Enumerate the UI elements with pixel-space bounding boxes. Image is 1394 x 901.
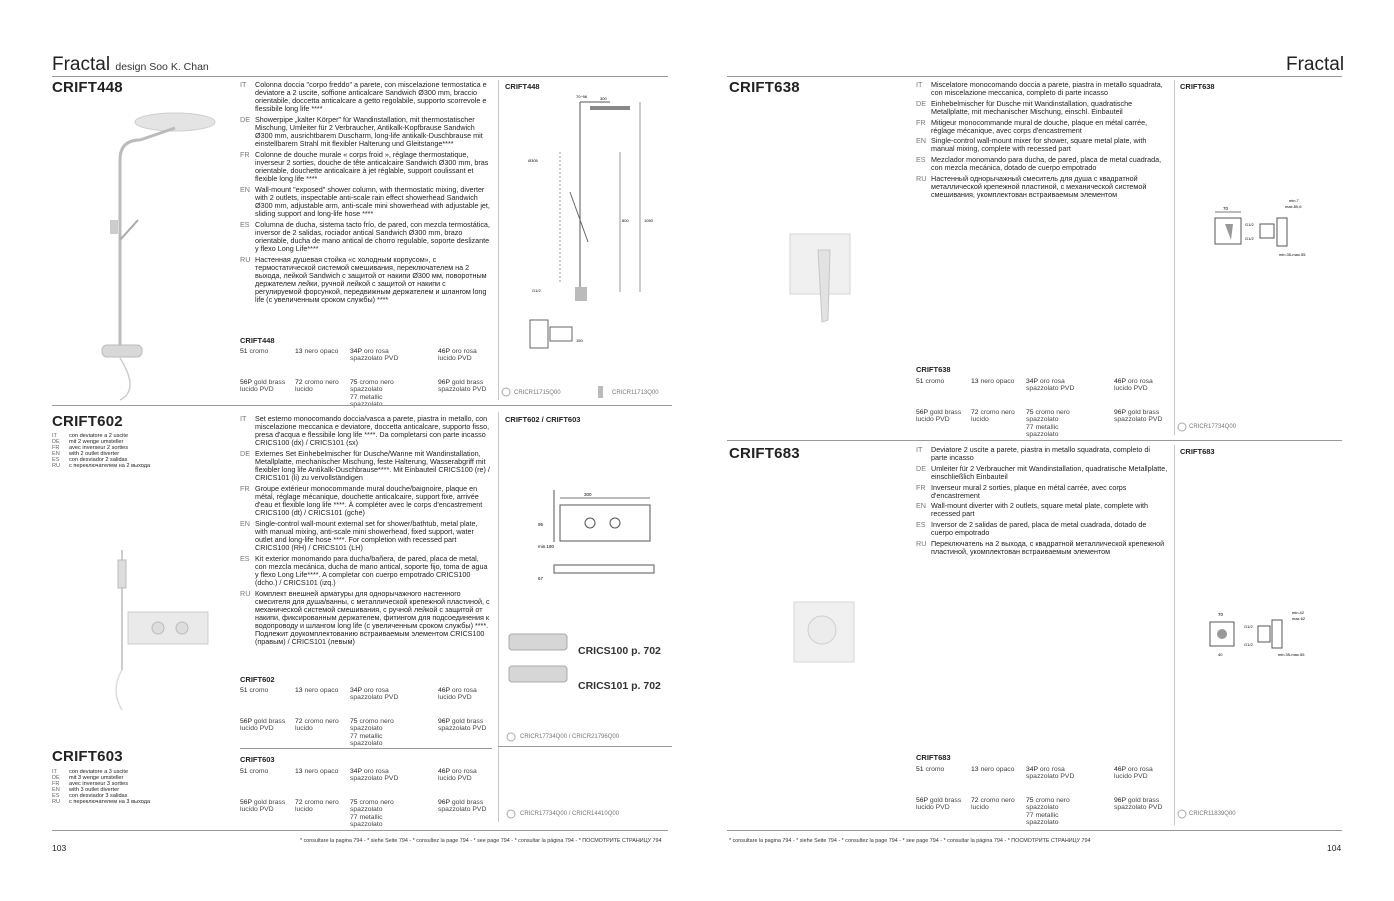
dim-min7: min.7	[1289, 198, 1299, 203]
left-brand: Fractal	[52, 54, 111, 75]
crift602-finish-title: CRIFT602	[240, 675, 275, 684]
crift448-product-image	[80, 100, 230, 402]
dim-min190: min.190	[538, 544, 555, 549]
finish-46P: 46P oro rosa lucido PVD	[438, 768, 477, 783]
crift638-ref: CRICR17734Q00	[1189, 424, 1237, 430]
finish-72: 72 cromo nero lucido	[971, 409, 1015, 424]
crift602-technical-drawing	[530, 490, 670, 590]
left-footer-rule	[52, 830, 668, 831]
finish-75: 75 cromo nero spazzolato 77 metallic spazzolato	[1026, 409, 1070, 439]
thermostat-body	[102, 345, 142, 357]
product-code-crift638: CRIFT638	[729, 79, 800, 96]
desc-de: DE Showerpipe „kalter Körper" für Wandinstallation, mit thermostatischer Mischung, Umleiter für 2 Verbraucher, Antikalk-Kopfbrause Sandwich Ø300 mm, ausrichtbarem Duscharm, long-life antikalk-Duschbrause mit einstellbarem Strahl mit flexibler Halterung und Gleitstange****	[240, 114, 483, 149]
plate	[128, 612, 208, 644]
crift448-ref-1: CRICR11715Q00	[514, 390, 561, 396]
crift638-technical-drawing	[1205, 198, 1335, 268]
finish-46P: 46P oro rosa lucido PVD	[438, 348, 477, 363]
finish-56P: 56P gold brass lucido PVD	[240, 718, 286, 733]
crift602-ref: CRICR17734Q00 / CRICR21796Q00	[520, 734, 620, 740]
finish-56P: 56P gold brass lucido PVD	[916, 409, 962, 424]
right-column-divider-1	[1174, 80, 1175, 435]
desc-fr: FR Colonne de douche murale « corps froid », réglage thermostatique, inverseur 2 sorties, douche de tête anticalcaire Sandwich Ø300 mm, bras orientable, douchette anticalcaire à jet réglable, support coulissant et flexible long life ****	[240, 149, 489, 184]
right-column-divider-2	[1174, 445, 1175, 825]
crift603-variants: IT con deviatore a 3 uscite DE mit 3 wenge umsteller FR avec inverseur 3 sorties EN with 3 outlet diverter ES con desviador 3 salidas RU с переключателем на 3 выхода	[52, 769, 151, 806]
finish-13: 13 nero opaco	[971, 378, 1015, 385]
finish-96P: 96P gold brass spazzolato PVD	[1114, 797, 1163, 812]
dim-70: 70	[1218, 612, 1224, 617]
finish-75: 75 cromo nero spazzolato 77 metallic spazzolato	[350, 718, 394, 748]
crift603-finishes	[240, 768, 492, 829]
crift683-ref: CRICR11839Q00	[1189, 811, 1236, 817]
left-footnote: * consultare la pagina 794 - * siehe Seite 794 - * consultez la page 794 - * see page 794 - * consultar la página 794 - * ПОСМОТРИТЕ СТРАНИЦУ 794	[300, 838, 662, 844]
finish-13: 13 nero opaco	[295, 348, 339, 355]
crift683-finishes	[916, 766, 1168, 827]
valve-icon	[598, 386, 603, 398]
crift603-ref-icon	[505, 808, 517, 820]
finish-75: 75 cromo nero spazzolato 77 metallic	[350, 379, 394, 401]
dim-67: 67	[538, 576, 544, 581]
left-brand-title	[52, 54, 209, 76]
slider	[110, 220, 118, 234]
crift602-product-image	[100, 540, 210, 720]
finish-51: 51 cromo	[240, 687, 269, 694]
crift602-finishes	[240, 687, 492, 748]
lever	[818, 250, 830, 322]
right-page-number: 104	[1327, 843, 1342, 853]
dim-300: 300	[584, 492, 592, 497]
crift602-drawing-title: CRIFT602 / CRIFT603	[505, 415, 581, 424]
crift683-descriptions: IT Deviatore 2 uscite a parete, piastra in metallo squadrata, completo di parte incasso DE Umleiter für 2 Verbraucher mit Wandinstallation, quadratische Metallplatte, einschließlich Einbauteil FR Inverseur mural 2 sorties, plaque en métal carrée, avec corps d'encastrement EN Wall-mount diverter with 2 outlets, square metal plate, complete with recessed part ES Inversor de 2 salidas de pared, placa de metal cuadrada, dotado de cuerpo empotrado RU Переключатель на 2 выхода, с квадратной металлической крепежной пластиной, укомплектован встраиваемым элементом	[916, 445, 1168, 556]
dim-min35-max55: min.35-max.55	[1278, 652, 1305, 657]
dim-max62: max.62	[1292, 616, 1306, 621]
crift683-ref-icon	[1176, 808, 1188, 820]
crift448-drawing-title: CRIFT448	[505, 82, 540, 91]
dim-1050: 1050	[644, 218, 653, 223]
crift638-drawing-title: CRIFT638	[1180, 82, 1215, 91]
left-column-divider-1	[498, 80, 499, 400]
cartridge-icon	[502, 388, 510, 396]
product-code-crift602: CRIFT602	[52, 413, 123, 430]
finish-56P: 56P gold brass lucido PVD	[916, 797, 962, 812]
crift638-descriptions: IT Miscelatore monocomando doccia a parete, piastra in metallo squadrata, con miscelazione meccanica, completo di parte incasso DE Einhebelmischer für Dusche mit Wandinstallation, quadratische Metallplatte, mit mechanischer Mischung, einschl. Einbauteil FR Mitigeur monocommande mural de douche, plaque en métal carrée, réglage mécanique, avec corps d'encastrement EN Single-control wall-mount mixer for shower, square metal plate, with manual mixing, complete with recessed part ES Mezclador monomando para ducha, de pared, placa de metal cuadrada, con mezcla mecánica, dotado de cuerpo empotrado RU Настенный однорычажный смеситель для душа с квадратной металлической крепежной пластиной, с механической системой смешивания, укомплектован встраиваемым элементом	[916, 80, 1163, 200]
right-footer-rule	[727, 830, 1342, 831]
crift448-finishes	[240, 348, 492, 401]
crift602-descriptions: IT Set esterno monocomando doccia/vasca a parete, piastra in metallo, con miscelazione meccanica e deviatore, doccetta anticalcare, supporto fisso, presa d'acqua e flessibile long life ****. Da completarsi con parte incasso CRICS100 (dx) / CRICS101 (sx) DE Externes Set Einhebelmischer für Dusche/Wanne mit Wandinstallation, Metallplatte, mechanischer Mischung, feste Halterung, Wasserabgriff mit flexibler long life Antikalk-Duschbrause****. Mit Einbauteil CRICS100 (re) / CRICS101 (li) zu vervollständigen FR Groupe extérieur monocommande mural douche/baignoire, plaque en métal, réglage mécanique, douchette anticalcaire, support fixe, arrivée d'eau et flexible long life ****. À compléter avec le corps d'encastrement CRICS100 (dt) / CRICS101 (gche) EN Single-control wall-mount external set for shower/bathtub, metal plate, with manual mixing, anti-scale mini showerhead, fixed support, water outlet and long-life hose ****. For completion with recessed part CRICS100 (RH) / CRICS101 (LH) ES Kit exterior monomando para ducha/bañera, de pared, placa de metal, con mezcla mecánica, ducha de mano antical, soporte fijo, toma de agua y flexo Long Life****. A completar con cuerpo empotrado CRICS100 (dcho.) / CRICS101 (izq.) RU Комплект внешней арматуры для однорычажного настенного смесителя для душа/ванны, с металлической крепежной пластиной, с механической системой смешивания, с ручной лейкой с защитой от накипи, фиксированным держателем, фитингом для подсоединения к водопроводу и шлангом long life (с увеличенным сроком службы) ****. Подлежит доукомплектованию встраиваемым элементом CRICS100 (правым) / CRICS101 (левым)	[240, 414, 490, 647]
desc-es: ES Columna de ducha, sistema tacto frío, de pared, con mezcla termostática, inversor de 2 salidas, rociador antical Sandwich Ø300 mm, brazo orientable, ducha de mano antical de chorro regulable, soporte deslizante y flexo Long Life****	[240, 219, 490, 254]
dim-95: 95	[538, 522, 544, 527]
finish-34P: 34P oro rosa spazzolato PVD	[350, 687, 399, 702]
crift603-finish-title: CRIFT603	[240, 755, 275, 764]
finish-72: 72 cromo nero lucido	[295, 379, 339, 394]
crift638-ref-icon	[1176, 421, 1188, 433]
finish-75: 75 cromo nero spazzolato 77 metallic spazzolato	[350, 799, 394, 829]
hand-shower	[120, 220, 138, 240]
right-header-rule	[727, 76, 1342, 77]
dim-150: 150	[576, 338, 583, 343]
product-code-crift603: CRIFT603	[52, 748, 123, 765]
crift683-finish-title: CRIFT683	[916, 753, 951, 762]
dim-min35-max55: min.35-max.55	[1279, 252, 1306, 257]
finish-34P: 34P oro rosa spazzolato PVD	[350, 768, 399, 783]
finish-46P: 46P oro rosa lucido PVD	[1114, 766, 1153, 781]
right-brand: Fractal	[1286, 54, 1345, 75]
crift448-technical-drawing	[520, 92, 670, 362]
crift683-technical-drawing	[1200, 606, 1330, 666]
designer-credit: design Soo K. Chan	[115, 61, 209, 73]
dim-min42: min.42	[1292, 610, 1305, 615]
dim-g12-b: G1/2	[1245, 236, 1254, 241]
finish-56P: 56P gold brass lucido PVD	[240, 379, 286, 394]
product-code-crift683: CRIFT683	[729, 445, 800, 462]
finish-72: 72 cromo nero lucido	[971, 797, 1015, 812]
desc-en: EN Wall-mount "exposed" shower column, with thermostatic mixing, diverter with 2 outlets, inspectable anti-scale rain effect showerhead Sandwich Ø300 mm, adjustable arm, anti-scale mini showerhead with adjustable jet, sliding support and long-life hose ****	[240, 184, 490, 219]
crift602-ref-icon	[505, 731, 517, 743]
dim-max806: max.80,6	[1285, 204, 1302, 209]
dim-305: Ø305	[528, 158, 538, 163]
crift683-drawing-title: CRIFT683	[1180, 447, 1215, 456]
riser-pipe	[120, 140, 140, 350]
left-section-rule-1	[52, 405, 672, 406]
crift448-ref-2: CRICR11713Q00	[612, 390, 659, 396]
left-page-number: 103	[52, 843, 67, 853]
dim-g12: G1/2	[532, 288, 541, 293]
cross-ref-crics101: CRICS101 p. 702	[578, 680, 661, 692]
finish-34P: 34P oro rosa spazzolato PVD	[1026, 766, 1075, 781]
knob	[808, 616, 836, 644]
crift602-variants: IT con deviatore a 2 uscite DE mit 2 wenge umsteller FR avec inverseur 2 sorties EN with 2 outlet diverter ES con desviador 2 salidas RU с переключателем на 2 выхода	[52, 433, 151, 470]
dim-g12-b: G1/2	[1244, 642, 1253, 647]
finish-75: 75 cromo nero spazzolato 77 metallic spazzolato	[1026, 797, 1070, 827]
finish-51: 51 cromo	[916, 766, 945, 773]
left-column-divider-2	[498, 412, 499, 822]
finish-46P: 46P oro rosa lucido PVD	[438, 687, 477, 702]
dim-g12-a: G1/2	[1245, 222, 1254, 227]
right-footnote: * consultare la pagina 794 - * siehe Seite 794 - * consultez la page 794 - * see page 794 - * consultar la página 794 - * ПОСМОТРИТЕ СТРАНИЦУ 794	[729, 838, 1091, 844]
crift448-descriptions	[240, 81, 492, 307]
finish-34P: 34P oro rosa spazzolato PVD	[1026, 378, 1075, 393]
recessed-part-images	[505, 628, 575, 688]
dim-800: 800	[622, 218, 629, 223]
dim-40: 40	[1218, 652, 1223, 657]
crift638-finishes	[916, 378, 1168, 439]
finish-13: 13 nero opaco	[295, 768, 339, 775]
plate-outline	[560, 505, 650, 541]
desc-it: IT Colonna doccia "corpo freddo" a parete, con miscelazione termostatica e deviatore a 2 uscite, soffione anticalcare Sandwich Ø300 mm, braccio orientabile, doccetta anticalcare a getto regolabile, supporto scorrevole e flessibile long life ****	[240, 80, 487, 114]
desc-ru: RU Настенная душевая стойка «с холодным корпусом», с термостатической системой смешивания, переключателем на 2 выхода, лейкой Sandwich с защитой от накипи Ø300 мм, поворотным держателем лейки, ручной лейкой с защитой от накипи с регулируемой форсункой, передвижным держателем и шлангом long life (с увеличенным сроком службы) ****	[240, 254, 487, 305]
finish-72: 72 cromo nero lucido	[295, 718, 339, 733]
cross-ref-crics100: CRICS100 p. 702	[578, 645, 661, 657]
finish-96P: 96P gold brass spazzolato PVD	[438, 799, 487, 814]
dim-70-96: 70÷96	[576, 94, 588, 99]
crift638-product-image	[788, 230, 858, 330]
crift683-product-image	[792, 600, 862, 670]
finish-51: 51 cromo	[916, 378, 945, 385]
finish-56P: 56P gold brass lucido PVD	[240, 799, 286, 814]
right-section-rule	[727, 440, 1342, 441]
finish-96P: 96P gold brass spazzolato PVD	[438, 379, 487, 394]
finish-72: 72 cromo nero lucido	[295, 799, 339, 814]
finish-51: 51 cromo	[240, 768, 269, 775]
dim-300: 300	[600, 96, 607, 101]
dim-g12-a: G1/2	[1244, 624, 1253, 629]
product-code-crift448: CRIFT448	[52, 79, 123, 96]
crift603-rule	[240, 748, 492, 749]
crift602-end-rule	[498, 746, 672, 747]
showerhead-outline	[590, 106, 630, 110]
finish-51: 51 cromo	[240, 348, 269, 355]
crift448-finish-title: CRIFT448	[240, 336, 275, 345]
crift638-finish-title: CRIFT638	[916, 365, 951, 374]
finish-34P: 34P oro rosa spazzolato PVD	[350, 348, 399, 363]
finish-46P: 46P oro rosa lucido PVD	[1114, 378, 1153, 393]
dim-70: 70	[1223, 206, 1229, 211]
left-header-rule	[52, 76, 668, 77]
finish-96P: 96P gold brass spazzolato PVD	[438, 718, 487, 733]
finish-13: 13 nero opaco	[295, 687, 339, 694]
finish-96P: 96P gold brass spazzolato PVD	[1114, 409, 1163, 424]
finish-13: 13 nero opaco	[971, 766, 1015, 773]
hose	[120, 358, 130, 400]
crift603-ref: CRICR17734Q00 / CRICR14410Q00	[520, 811, 620, 817]
